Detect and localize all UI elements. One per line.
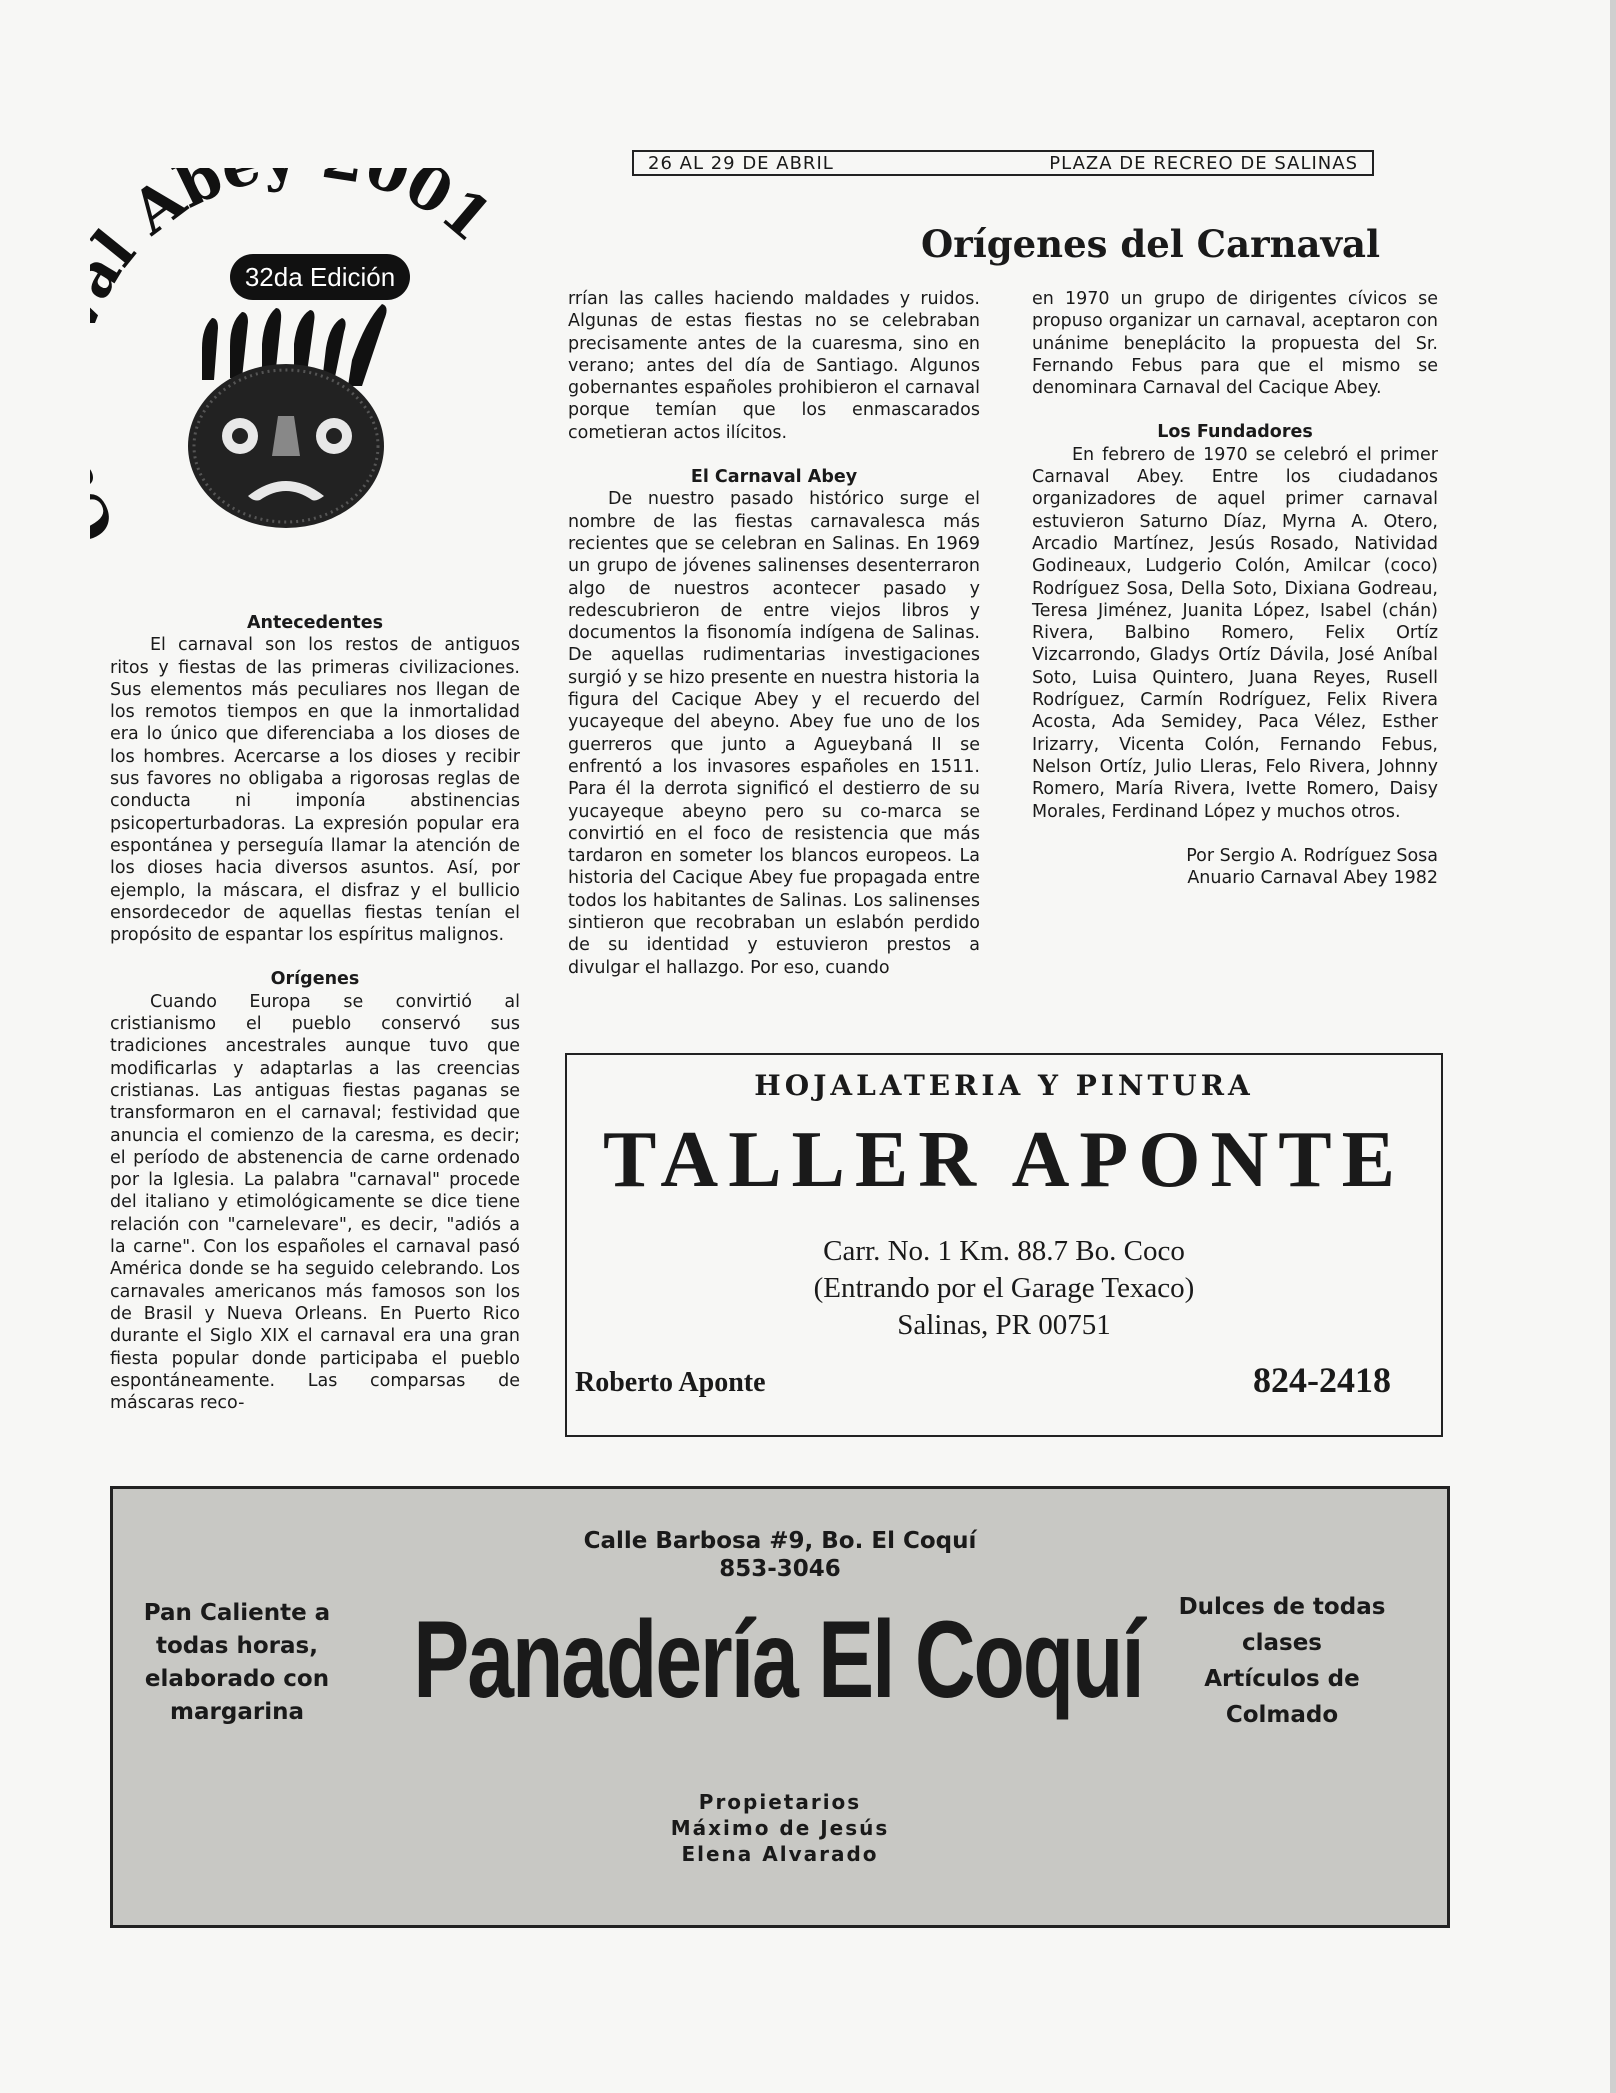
edition-badge-text: 32da Edición [244,262,396,292]
ad-taller-aponte [565,1053,1443,1437]
header-dates: 26 AL 29 DE ABRIL [648,152,834,174]
heading-antecedentes: Antecedentes [247,613,383,633]
ad-pan-name: Panadería El Coquí [413,1598,1143,1721]
ad-pan-address [113,1527,1447,1583]
ad-taller-owner: Roberto Aponte [575,1367,766,1398]
page-edge [1610,0,1616,2093]
paragraph-fundadores: En febrero de 1970 se celebró el primer Carnaval Abey. Entre los ciudadanos organizadores de aquel primer carnaval estuvieron Saturno Díaz, Myrna A. Otero, Arcadio Martínez, Jesús Rosado, Natividad Godineaux, Ludgerio Colón, Amilcar (coco) Rodríguez Sosa, Della Soto, Dixiana Godreau, Teresa Jiménez, Juanita López, Isabel (chán) Rivera, Balbino Romero, Felix Ortíz Vizcarrondo, Gladys Ortíz Dávila, José Aníbal Soto, Luisa Quintero, Juana Reyes, Rusell Rodríguez, Carmín Rodríguez, Felix Rivera Acosta, Ada Semidey, Paca Vélez, Esther Irizarry, Vicenta Colón, Fernando Febus, Nelson Ortíz, Julio Lleras, Felo Rivera, Johnny Romero, María Rivera, Ivette Romero, Daisy Morales, Ferdinand López y muchos otros. [1032,444,1438,822]
ad-taller-phone: 824-2418 [1253,1360,1391,1400]
ad-panaderia-el-coqui [110,1486,1450,1928]
ad-pan-left-line4: margarina [170,1699,304,1725]
ad-pan-right-line1: Dulces de todas [1178,1594,1386,1620]
heading-origenes: Orígenes [270,969,360,990]
paragraph-1970: en 1970 un grupo de dirigentes cívicos se propuso organizar un carnaval, aceptaron con unánime beneplácito la propuesta del Sr. Fernando Febus para que el mismo se denominara Carnaval del Cacique Abey. [1032,289,1438,399]
ad-pan-owner-2: Elena Alvarado [681,1842,879,1866]
logo-graphic [90,168,520,568]
ad-pan-right-line3: Artículos de [1204,1666,1360,1692]
ad-pan-right-line4: Colmado [1225,1702,1339,1728]
ad-taller-addr-line2: (Entrando por el Garage Texaco) [813,1272,1195,1304]
logo-arc-textpath: Ab 001 [118,168,505,256]
ad-taller-name: TALLER APONTE [603,1116,1405,1204]
ad-pan-left-line1: Pan Caliente a [143,1600,331,1626]
article-title: Orígenes del Carnaval [920,222,1380,266]
carnaval-abey-logo [90,168,520,568]
ad-pan-owner-1: Máximo de Jesús [670,1816,890,1840]
ad-pan-left-blurb [127,1597,347,1729]
paragraph-antecedentes: El carnaval son los restos de antiguos ritos y fiestas de las primeras civilizaciones. Sus elementos más peculiares nos llegan de los remotos tiempos en que la inmortalidad era lo único que diferenciaba a los dioses de los hombres. Acercarse a los dioses y recibir sus favores no obligaba a rigorosas reglas de conducta ni imponía abstinencias psicoperturbadoras. La expresión popular era espontánea y perseguía llamar la atención de los dioses hacia diversos asuntos. Así, por ejemplo, la máscara, el disfraz y el bullicio ensordecedor de aquellas fiestas tenían el propósito de espantar los espíritus malignos. [110,635,520,946]
header-bar [632,150,1374,176]
header-venue: PLAZA DE RECREO DE SALINAS [1049,152,1358,174]
paragraph-origenes: Cuando Europa se convirtió al cristianismo el pueblo conservó sus tradiciones ancestrales aunque tuvo que modificarlas y adaptarlas a las creencias cristianas. Las antiguas fiestas paganas se transformaron en el carnaval; festividad que anuncia el comienzo de la caresma, es decir; el período de abstenencia de carne ordenado por la Iglesia. La palabra "carnaval" procede del italiano y etimológicamente se dice tiene relación con "carnelevare", es decir, "adiós a la carne". Con los españoles el carnaval pasó América donde se ha seguido celebrando. Los carnavales americanos más famosos son los de Brasil y Nueva Orleans. En Puerto Rico durante el Siglo XIX el carnaval era una gran fiesta popular donde participaba el pueblo espontáneamente. Las comparsas de máscaras reco- [110,991,520,1414]
ad-pan-left-line3: elaborado con [144,1666,330,1692]
column-3 [1032,288,1438,889]
ad-pan-right-line2: clases [1241,1630,1323,1656]
byline-source: Anuario Carnaval Abey 1982 [1187,868,1438,889]
ad-taller-addr-line3: Salinas, PR 00751 [897,1309,1111,1341]
ad-pan-owners-label: Propietarios [698,1790,862,1814]
column-1 [110,612,520,1414]
paragraph-continuation: rrían las calles haciendo maldades y ruidos. Algunas de estas fiestas no se celebraban precisamente antes de la cuaresma, sino en verano; antes del día de Santiago. Algunos gobernantes españoles prohibieron el carnaval porque temían que los enmascarados cometieran actos ilícitos. [568,289,980,443]
ad-taller-tagline: HOJALATERIA Y PINTURA [754,1069,1254,1102]
ad-pan-owners [113,1789,1447,1867]
heading-carnaval-abey: El Carnaval Abey [690,467,858,488]
ad-pan-right-blurb [1157,1589,1407,1733]
byline-author: Por Sergio A. Rodríguez Sosa [1186,845,1438,866]
ad-pan-street: Calle Barbosa #9, Bo. El Coquí [583,1528,977,1554]
paragraph-carnaval-abey: De nuestro pasado histórico surge el nombre de las fiestas carnavalesca más recientes que se celebran en Salinas. En 1969 un grupo de jóvenes salinenses desenterraron algo de nuestros acontecer pasado y redescubrieron de entre viejos libros y documentos la fisonomía indígena de Salinas. De aquellas rudimentarias investigaciones surgió y se hizo presente en nuestra historia la figura del Cacique Abey y el recuerdo del yucayeque del abeyno. Abey fue uno de los guerreros que junto a Agueybaná II se enfrentó a los invasores españoles en 1511. Para él la derrota significó el destierro de su yucayeque abeyno pero su co-marca se convirtió en el foco de resistencia que más tardaron en someter los blancos europeos. La historia del Cacique Abey fue propagada entre todos los habitantes de Salinas. Los salinenses sintieron que recobraban un eslabón perdido de su identidad y estuvieron prestos a divulgar el hallazgo. Por eso, cuando [568,489,980,978]
column-2 [568,288,980,979]
ad-pan-left-line2: todas horas, [156,1633,318,1659]
ad-taller-address [567,1233,1441,1344]
heading-fundadores: Los Fundadores [1157,422,1313,443]
ad-pan-phone: 853-3046 [719,1556,841,1582]
ad-taller-addr-line1: Carr. No. 1 Km. 88.7 Bo. Coco [823,1235,1185,1267]
